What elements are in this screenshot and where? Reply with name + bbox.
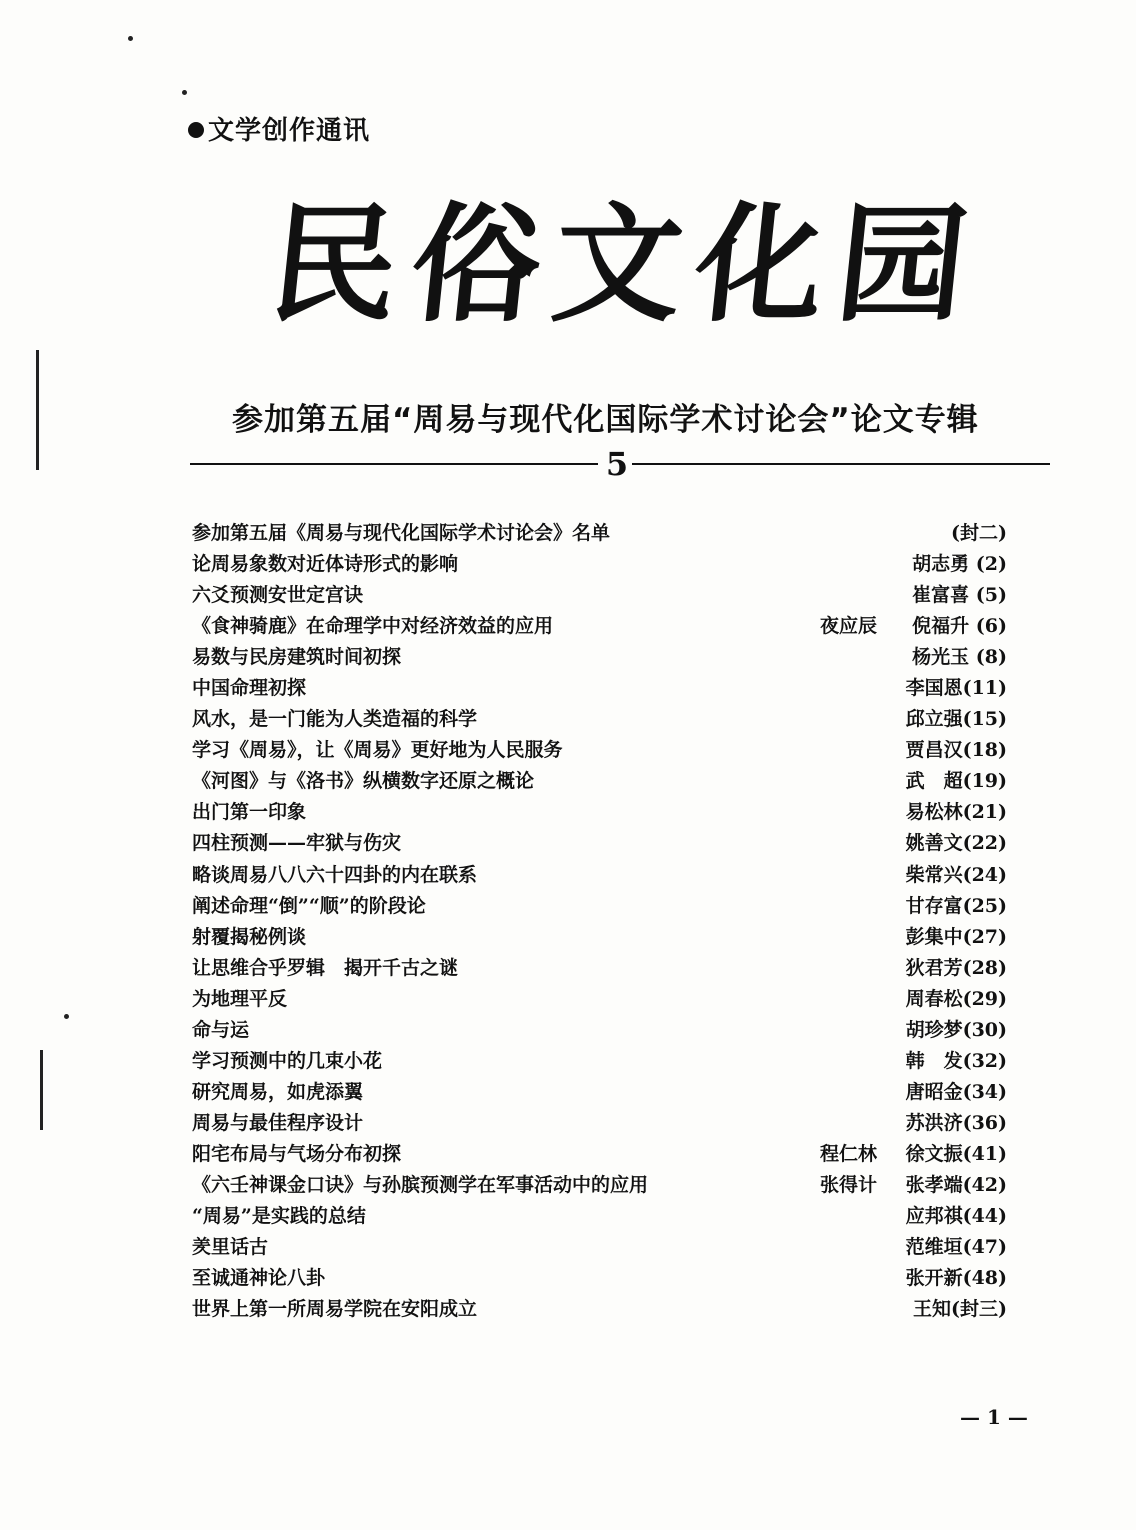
- toc-entry-author-page: 徐文振(41): [905, 1142, 1007, 1165]
- toc-entry: [192, 1232, 1007, 1263]
- toc-entry-author-page: 杨光玉 (8): [912, 646, 1007, 669]
- toc-entry-author-page: 李国恩(11): [905, 677, 1007, 700]
- toc-entry-title: 《六壬神课金口诀》与孙膑预测学在军事活动中的应用: [192, 1173, 649, 1196]
- scan-edge-mark: [36, 350, 39, 470]
- toc-entry-title: 学习《周易》，让《周易》更好地为人民服务: [192, 739, 563, 762]
- toc-entry-title: 出门第一印象: [192, 801, 307, 824]
- toc-entry-author-page: 狄君芳(28): [905, 956, 1007, 979]
- toc-entry: [192, 922, 1007, 953]
- bullet-icon: [188, 122, 204, 138]
- toc-entry-author-page: 甘存富(25): [905, 894, 1007, 917]
- toc-entry-author-page: 胡志勇 (2): [912, 553, 1007, 576]
- toc-entry: [192, 984, 1007, 1015]
- scan-edge-mark: [40, 1050, 43, 1130]
- toc-entry-title: 中国命理初探: [192, 677, 307, 700]
- toc-entry-title: 阐述命理“倒”“顺”的阶段论: [192, 894, 426, 917]
- toc-entry-title: 六爻预测安世定宫诀: [192, 584, 364, 607]
- toc-entry-title: 易数与民房建筑时间初探: [192, 646, 402, 669]
- toc-entry: [192, 735, 1007, 766]
- issue-number: 5: [605, 445, 629, 483]
- toc-entry-author-page: 韩 发(32): [905, 1049, 1007, 1072]
- toc-entry-title: 射覆揭秘例谈: [192, 925, 307, 948]
- toc-entry-author-page: 贾昌汉(18): [905, 739, 1007, 762]
- toc-entry-title: 周易与最佳程序设计: [192, 1111, 364, 1134]
- toc-entry-author-page: 胡珍梦(30): [905, 1018, 1007, 1041]
- toc-entry-author-page: 姚善文(22): [905, 832, 1007, 855]
- toc-entry: [192, 611, 1007, 642]
- toc-entry-co-author: 夜应辰: [819, 615, 877, 638]
- toc-entry-author-page: 王知(封三): [913, 1298, 1007, 1321]
- issue-number-row: [190, 444, 1050, 484]
- toc-entry-title: 让思维合乎罗辑 揭开千古之谜: [192, 956, 459, 979]
- toc-entry-author-page: 应邦祺(44): [905, 1205, 1007, 1228]
- toc-entry-title: 至诚通神论八卦: [192, 1267, 326, 1290]
- toc-entry-author-page: 张孝端(42): [905, 1173, 1007, 1196]
- toc-entry-co-author: 张得计: [819, 1173, 877, 1196]
- scan-speck: [64, 1014, 69, 1019]
- toc-entry-co-author: 程仁林: [819, 1142, 877, 1165]
- table-of-contents: [192, 518, 1007, 1325]
- toc-entry-author-page: 柴常兴(24): [905, 863, 1007, 886]
- toc-entry: [192, 953, 1007, 984]
- toc-entry-author-page: 易松林(21): [905, 801, 1007, 824]
- toc-entry: [192, 642, 1007, 673]
- toc-entry: [192, 1170, 1007, 1201]
- toc-entry: [192, 1108, 1007, 1139]
- toc-entry-author-page: 崔富喜 (5): [912, 584, 1007, 607]
- toc-entry: [192, 1294, 1007, 1325]
- scan-speck: [128, 36, 133, 41]
- series-label: [188, 110, 370, 147]
- masthead-calligraphy: 民俗文化园: [262, 190, 988, 340]
- toc-entry-author-page: 苏洪济(36): [905, 1111, 1007, 1134]
- toc-entry-title: 学习预测中的几束小花: [192, 1049, 383, 1072]
- toc-entry: [192, 673, 1007, 704]
- toc-entry-title: “周易”是实践的总结: [192, 1205, 366, 1228]
- series-label-text: 文学创作通讯: [208, 116, 371, 146]
- toc-entry: [192, 797, 1007, 828]
- toc-entry-author-page: 邱立强(15): [905, 708, 1007, 731]
- toc-entry-title: 研究周易，如虎添翼: [192, 1080, 364, 1103]
- toc-entry-title: 《食神骑鹿》在命理学中对经济效益的应用: [192, 615, 554, 638]
- toc-entry: [192, 518, 1007, 549]
- toc-entry-title: 风水，是一门能为人类造福的科学: [192, 708, 478, 731]
- toc-entry-author-page: 彭集中(27): [905, 925, 1007, 948]
- toc-entry: [192, 1139, 1007, 1170]
- toc-entry: [192, 580, 1007, 611]
- toc-entry: [192, 828, 1007, 859]
- toc-entry-title: 《河图》与《洛书》纵横数字还原之概论: [192, 770, 535, 793]
- toc-entry-title: 羑里话古: [192, 1236, 269, 1259]
- toc-entry-author-page: 唐昭金(34): [905, 1080, 1007, 1103]
- page-number: — 1 —: [960, 1405, 1028, 1429]
- toc-entry-author-page: (封二): [951, 522, 1007, 544]
- toc-entry-title: 阳宅布局与气场分布初探: [192, 1142, 402, 1165]
- toc-entry: [192, 704, 1007, 735]
- toc-entry-title: 略谈周易八八六十四卦的内在联系: [192, 863, 478, 886]
- toc-entry: [192, 1263, 1007, 1294]
- toc-entry-title: 命与运: [192, 1018, 250, 1041]
- toc-entry-author-page: 倪福升 (6): [912, 615, 1007, 638]
- toc-entry: [192, 1015, 1007, 1046]
- toc-entry-author-page: 周春松(29): [905, 987, 1007, 1010]
- toc-entry: [192, 549, 1007, 580]
- toc-entry-title: 参加第五届《周易与现代化国际学术讨论会》名单: [192, 522, 611, 544]
- toc-entry-author-page: 张开新(48): [905, 1267, 1007, 1290]
- toc-entry-title: 论周易象数对近体诗形式的影响: [192, 553, 459, 576]
- toc-entry: [192, 1201, 1007, 1232]
- toc-entry: [192, 891, 1007, 922]
- toc-entry-title: 四柱预测——牢狱与伤灾: [192, 832, 402, 855]
- toc-entry: [192, 860, 1007, 891]
- toc-entry: [192, 766, 1007, 797]
- toc-entry-title: 为地理平反: [192, 987, 288, 1010]
- toc-entry-title: 世界上第一所周易学院在安阳成立: [192, 1298, 478, 1321]
- toc-entry: [192, 1046, 1007, 1077]
- scan-speck: [182, 90, 187, 95]
- divider-right: [632, 463, 1050, 465]
- divider-left: [190, 463, 598, 465]
- toc-entry-author-page: 范维垣(47): [905, 1236, 1007, 1259]
- toc-entry: [192, 1077, 1007, 1108]
- issue-subtitle: 参加第五届“周易与现代化国际学术讨论会”论文专辑: [232, 402, 979, 438]
- toc-entry-author-page: 武 超(19): [905, 770, 1007, 793]
